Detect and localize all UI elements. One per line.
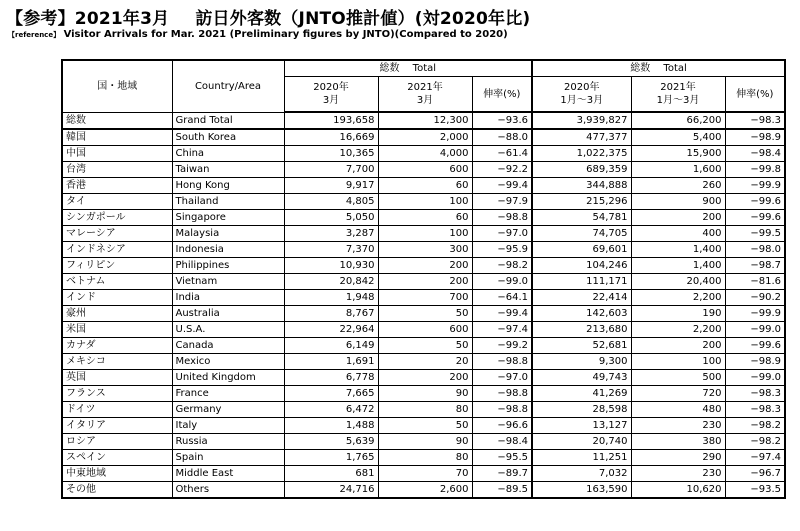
- growth-cumulative-cell: −99.5: [725, 226, 785, 242]
- growth-cumulative-cell: −98.0: [725, 242, 785, 258]
- growth-month-cell: −92.2: [472, 162, 532, 178]
- region-en-cell: India: [172, 290, 284, 306]
- region-jp-cell: ドイツ: [62, 402, 172, 418]
- table-row: [62, 129, 785, 146]
- march-2020-cell: 9,917: [284, 178, 378, 194]
- growth-month-cell: −64.1: [472, 290, 532, 306]
- table-row: [62, 290, 785, 306]
- region-jp-cell: その他: [62, 482, 172, 499]
- growth-month-cell: −98.8: [472, 402, 532, 418]
- jan-mar-2020-cell: 69,601: [532, 242, 631, 258]
- table-row: [62, 482, 785, 499]
- jan-mar-2021-cell: 500: [631, 370, 725, 386]
- march-2020-cell: 5,050: [284, 210, 378, 226]
- region-en-cell: Italy: [172, 418, 284, 434]
- header-region-jp: 国・地域: [62, 60, 172, 112]
- region-jp-cell: 中国: [62, 146, 172, 162]
- march-2020-cell: 20,842: [284, 274, 378, 290]
- march-2020-cell: 6,472: [284, 402, 378, 418]
- table-row: [62, 322, 785, 338]
- region-en-cell: France: [172, 386, 284, 402]
- march-2020-cell: 10,930: [284, 258, 378, 274]
- growth-month-cell: −98.8: [472, 354, 532, 370]
- jan-mar-2021-cell: 1,600: [631, 162, 725, 178]
- header-region-en: Country/Area: [172, 60, 284, 112]
- march-2021-cell: 12,300: [378, 112, 472, 129]
- growth-cumulative-cell: −99.0: [725, 370, 785, 386]
- march-2020-cell: 6,778: [284, 370, 378, 386]
- march-2021-cell: 50: [378, 418, 472, 434]
- march-2021-cell: 700: [378, 290, 472, 306]
- jan-mar-2021-cell: 200: [631, 338, 725, 354]
- march-2021-cell: 200: [378, 370, 472, 386]
- march-2021-cell: 90: [378, 386, 472, 402]
- march-2021-cell: 80: [378, 450, 472, 466]
- jan-mar-2021-cell: 2,200: [631, 322, 725, 338]
- region-jp-cell: インドネシア: [62, 242, 172, 258]
- region-en-cell: Germany: [172, 402, 284, 418]
- region-en-cell: Australia: [172, 306, 284, 322]
- growth-month-cell: −88.0: [472, 129, 532, 146]
- jan-mar-2021-cell: 380: [631, 434, 725, 450]
- region-jp-cell: シンガポール: [62, 210, 172, 226]
- region-jp-cell: タイ: [62, 194, 172, 210]
- growth-cumulative-cell: −98.3: [725, 112, 785, 129]
- march-2021-cell: 300: [378, 242, 472, 258]
- header-2020-jan-mar: 2020年 1月～3月: [532, 77, 631, 113]
- header-growth-cumulative: 伸率(%): [725, 77, 785, 113]
- growth-cumulative-cell: −98.3: [725, 386, 785, 402]
- growth-month-cell: −97.0: [472, 226, 532, 242]
- march-2020-cell: 16,669: [284, 129, 378, 146]
- jan-mar-2020-cell: 104,246: [532, 258, 631, 274]
- march-2020-cell: 193,658: [284, 112, 378, 129]
- jan-mar-2021-cell: 100: [631, 354, 725, 370]
- march-2020-cell: 7,370: [284, 242, 378, 258]
- growth-month-cell: −99.0: [472, 274, 532, 290]
- header-2020-march: 2020年 3月: [284, 77, 378, 113]
- jan-mar-2020-cell: 22,414: [532, 290, 631, 306]
- march-2020-cell: 22,964: [284, 322, 378, 338]
- region-en-cell: Middle East: [172, 466, 284, 482]
- page-title: [6, 4, 530, 29]
- table-row: [62, 386, 785, 402]
- march-2020-cell: 5,639: [284, 434, 378, 450]
- region-jp-cell: フランス: [62, 386, 172, 402]
- region-en-cell: Others: [172, 482, 284, 499]
- region-en-cell: Canada: [172, 338, 284, 354]
- header-2021-march: 2021年 3月: [378, 77, 472, 113]
- march-2020-cell: 1,765: [284, 450, 378, 466]
- march-2021-cell: 600: [378, 322, 472, 338]
- jan-mar-2021-cell: 230: [631, 418, 725, 434]
- march-2021-cell: 2,600: [378, 482, 472, 499]
- march-2020-cell: 1,488: [284, 418, 378, 434]
- jan-mar-2021-cell: 5,400: [631, 129, 725, 146]
- march-2021-cell: 50: [378, 306, 472, 322]
- growth-cumulative-cell: −99.6: [725, 338, 785, 354]
- table-row: [62, 194, 785, 210]
- growth-cumulative-cell: −98.2: [725, 418, 785, 434]
- growth-cumulative-cell: −81.6: [725, 274, 785, 290]
- growth-cumulative-cell: −90.2: [725, 290, 785, 306]
- region-jp-cell: マレーシア: [62, 226, 172, 242]
- march-2020-cell: 1,691: [284, 354, 378, 370]
- table-row: [62, 162, 785, 178]
- region-en-cell: Russia: [172, 434, 284, 450]
- jan-mar-2021-cell: 900: [631, 194, 725, 210]
- region-jp-cell: 中東地域: [62, 466, 172, 482]
- jan-mar-2020-cell: 213,680: [532, 322, 631, 338]
- growth-cumulative-cell: −98.9: [725, 354, 785, 370]
- growth-month-cell: −93.6: [472, 112, 532, 129]
- region-en-cell: Spain: [172, 450, 284, 466]
- growth-cumulative-cell: −98.2: [725, 434, 785, 450]
- table-row: [62, 434, 785, 450]
- jan-mar-2021-cell: 10,620: [631, 482, 725, 499]
- jan-mar-2020-cell: 111,171: [532, 274, 631, 290]
- growth-month-cell: −98.8: [472, 386, 532, 402]
- region-en-cell: United Kingdom: [172, 370, 284, 386]
- region-jp-cell: 台湾: [62, 162, 172, 178]
- subtitle-tag: 【reference】: [8, 31, 61, 39]
- header-group-month: 総数 Total: [284, 60, 532, 77]
- march-2021-cell: 80: [378, 402, 472, 418]
- jan-mar-2020-cell: 49,743: [532, 370, 631, 386]
- jan-mar-2021-cell: 15,900: [631, 146, 725, 162]
- region-jp-cell: ベトナム: [62, 274, 172, 290]
- table-row: [62, 258, 785, 274]
- region-en-cell: Grand Total: [172, 112, 284, 129]
- march-2021-cell: 60: [378, 178, 472, 194]
- header-growth-month: 伸率(%): [472, 77, 532, 113]
- growth-cumulative-cell: −98.9: [725, 129, 785, 146]
- march-2021-cell: 20: [378, 354, 472, 370]
- region-en-cell: Thailand: [172, 194, 284, 210]
- jan-mar-2021-cell: 2,200: [631, 290, 725, 306]
- region-en-cell: Indonesia: [172, 242, 284, 258]
- march-2021-cell: 200: [378, 258, 472, 274]
- region-jp-cell: イタリア: [62, 418, 172, 434]
- jan-mar-2020-cell: 142,603: [532, 306, 631, 322]
- march-2021-cell: 60: [378, 210, 472, 226]
- table-row: [62, 112, 785, 129]
- jan-mar-2020-cell: 689,359: [532, 162, 631, 178]
- region-jp-cell: フィリピン: [62, 258, 172, 274]
- jan-mar-2021-cell: 20,400: [631, 274, 725, 290]
- jan-mar-2020-cell: 344,888: [532, 178, 631, 194]
- region-jp-cell: カナダ: [62, 338, 172, 354]
- jan-mar-2020-cell: 74,705: [532, 226, 631, 242]
- table-row: [62, 274, 785, 290]
- march-2020-cell: 8,767: [284, 306, 378, 322]
- jan-mar-2021-cell: 230: [631, 466, 725, 482]
- region-en-cell: U.S.A.: [172, 322, 284, 338]
- table-row: [62, 418, 785, 434]
- march-2020-cell: 7,700: [284, 162, 378, 178]
- march-2020-cell: 10,365: [284, 146, 378, 162]
- jan-mar-2021-cell: 720: [631, 386, 725, 402]
- march-2021-cell: 2,000: [378, 129, 472, 146]
- growth-month-cell: −97.9: [472, 194, 532, 210]
- region-jp-cell: 韓国: [62, 129, 172, 146]
- jan-mar-2021-cell: 66,200: [631, 112, 725, 129]
- growth-month-cell: −89.7: [472, 466, 532, 482]
- growth-cumulative-cell: −98.7: [725, 258, 785, 274]
- jan-mar-2021-cell: 1,400: [631, 242, 725, 258]
- region-en-cell: Taiwan: [172, 162, 284, 178]
- title-sub: 訪日外客数（JNTO推計値）(対2020年比): [195, 9, 531, 29]
- visitor-arrivals-table: [61, 59, 786, 499]
- region-jp-cell: 米国: [62, 322, 172, 338]
- table-row: [62, 242, 785, 258]
- jan-mar-2020-cell: 477,377: [532, 129, 631, 146]
- march-2020-cell: 1,948: [284, 290, 378, 306]
- jan-mar-2020-cell: 28,598: [532, 402, 631, 418]
- jan-mar-2021-cell: 1,400: [631, 258, 725, 274]
- growth-month-cell: −97.4: [472, 322, 532, 338]
- jan-mar-2020-cell: 9,300: [532, 354, 631, 370]
- table-row: [62, 178, 785, 194]
- march-2020-cell: 3,287: [284, 226, 378, 242]
- growth-month-cell: −61.4: [472, 146, 532, 162]
- jan-mar-2021-cell: 400: [631, 226, 725, 242]
- growth-month-cell: −98.8: [472, 210, 532, 226]
- region-jp-cell: 豪州: [62, 306, 172, 322]
- table-row: [62, 450, 785, 466]
- region-en-cell: China: [172, 146, 284, 162]
- region-jp-cell: ロシア: [62, 434, 172, 450]
- region-jp-cell: メキシコ: [62, 354, 172, 370]
- growth-month-cell: −99.2: [472, 338, 532, 354]
- region-en-cell: Philippines: [172, 258, 284, 274]
- march-2020-cell: 7,665: [284, 386, 378, 402]
- table-row: [62, 306, 785, 322]
- march-2021-cell: 200: [378, 274, 472, 290]
- table-row: [62, 354, 785, 370]
- march-2021-cell: 4,000: [378, 146, 472, 162]
- growth-month-cell: −98.4: [472, 434, 532, 450]
- jan-mar-2020-cell: 215,296: [532, 194, 631, 210]
- region-jp-cell: 総数: [62, 112, 172, 129]
- march-2021-cell: 100: [378, 226, 472, 242]
- growth-month-cell: −99.4: [472, 178, 532, 194]
- subtitle-text: Visitor Arrivals for Mar. 2021 (Preliminary figures by JNTO)(Compared to 2020): [63, 29, 508, 40]
- growth-cumulative-cell: −98.3: [725, 402, 785, 418]
- growth-cumulative-cell: −99.0: [725, 322, 785, 338]
- region-jp-cell: スペイン: [62, 450, 172, 466]
- jan-mar-2020-cell: 52,681: [532, 338, 631, 354]
- march-2021-cell: 70: [378, 466, 472, 482]
- march-2020-cell: 681: [284, 466, 378, 482]
- jan-mar-2020-cell: 11,251: [532, 450, 631, 466]
- growth-month-cell: −96.6: [472, 418, 532, 434]
- jan-mar-2020-cell: 1,022,375: [532, 146, 631, 162]
- table-row: [62, 370, 785, 386]
- table-row: [62, 466, 785, 482]
- growth-cumulative-cell: −99.9: [725, 306, 785, 322]
- jan-mar-2020-cell: 41,269: [532, 386, 631, 402]
- growth-month-cell: −98.2: [472, 258, 532, 274]
- region-en-cell: Singapore: [172, 210, 284, 226]
- jan-mar-2021-cell: 480: [631, 402, 725, 418]
- jan-mar-2021-cell: 260: [631, 178, 725, 194]
- region-en-cell: South Korea: [172, 129, 284, 146]
- table-body: [62, 112, 785, 498]
- title-main: 【参考】2021年3月: [6, 9, 170, 29]
- growth-month-cell: −97.0: [472, 370, 532, 386]
- march-2021-cell: 90: [378, 434, 472, 450]
- region-en-cell: Vietnam: [172, 274, 284, 290]
- jan-mar-2020-cell: 7,032: [532, 466, 631, 482]
- growth-cumulative-cell: −96.7: [725, 466, 785, 482]
- growth-month-cell: −99.4: [472, 306, 532, 322]
- page-subtitle: [8, 29, 508, 40]
- march-2021-cell: 50: [378, 338, 472, 354]
- growth-month-cell: −89.5: [472, 482, 532, 499]
- march-2020-cell: 24,716: [284, 482, 378, 499]
- region-jp-cell: 香港: [62, 178, 172, 194]
- region-jp-cell: インド: [62, 290, 172, 306]
- jan-mar-2020-cell: 3,939,827: [532, 112, 631, 129]
- march-2021-cell: 600: [378, 162, 472, 178]
- table-row: [62, 146, 785, 162]
- growth-month-cell: −95.9: [472, 242, 532, 258]
- march-2020-cell: 4,805: [284, 194, 378, 210]
- region-en-cell: Mexico: [172, 354, 284, 370]
- table-row: [62, 338, 785, 354]
- header-group-cumulative: 総数 Total: [532, 60, 785, 77]
- growth-cumulative-cell: −93.5: [725, 482, 785, 499]
- growth-month-cell: −95.5: [472, 450, 532, 466]
- growth-cumulative-cell: −99.8: [725, 162, 785, 178]
- jan-mar-2020-cell: 54,781: [532, 210, 631, 226]
- region-en-cell: Hong Kong: [172, 178, 284, 194]
- table-row: [62, 402, 785, 418]
- march-2020-cell: 6,149: [284, 338, 378, 354]
- growth-cumulative-cell: −97.4: [725, 450, 785, 466]
- growth-cumulative-cell: −99.6: [725, 210, 785, 226]
- region-jp-cell: 英国: [62, 370, 172, 386]
- region-en-cell: Malaysia: [172, 226, 284, 242]
- jan-mar-2020-cell: 13,127: [532, 418, 631, 434]
- table-row: [62, 226, 785, 242]
- growth-cumulative-cell: −99.6: [725, 194, 785, 210]
- march-2021-cell: 100: [378, 194, 472, 210]
- jan-mar-2021-cell: 190: [631, 306, 725, 322]
- jan-mar-2021-cell: 200: [631, 210, 725, 226]
- table-row: [62, 210, 785, 226]
- jan-mar-2020-cell: 20,740: [532, 434, 631, 450]
- jan-mar-2021-cell: 290: [631, 450, 725, 466]
- jan-mar-2020-cell: 163,590: [532, 482, 631, 499]
- growth-cumulative-cell: −98.4: [725, 146, 785, 162]
- header-2021-jan-mar: 2021年 1月～3月: [631, 77, 725, 113]
- growth-cumulative-cell: −99.9: [725, 178, 785, 194]
